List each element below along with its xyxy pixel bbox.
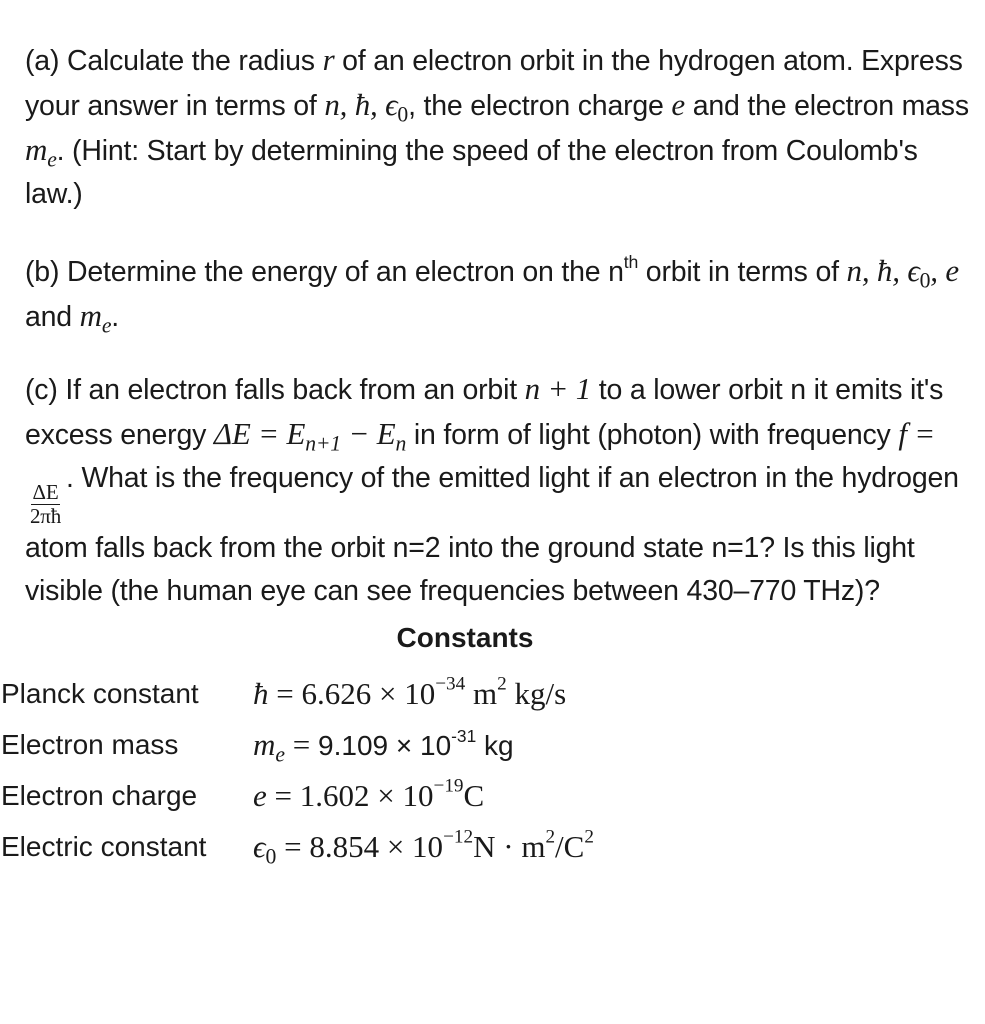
constant-unit: m [465,675,498,711]
var-e: e [671,87,685,122]
part-b-vars-main: n, ħ, ϵ [846,253,920,288]
constant-exponent: −12 [443,826,474,848]
part-b-vars-e: , e [930,253,959,288]
constant-symbol-sub: e [275,742,286,766]
part-c-question [25,367,970,613]
constant-value [253,725,514,766]
part-b-th-superscript: th [623,251,639,272]
constants-table [1,668,594,872]
constant-value [253,775,485,814]
constant-unit: N · m [473,828,546,864]
constant-unit: C [463,777,485,813]
constant-unit-tail: kg/s [506,675,567,711]
fraction-numerator: ΔE [32,479,59,504]
part-b-text-4: . [111,301,120,333]
part-a-text-5: . (Hint: Start by determining the speed of the electron from Coulomb's law.) [25,135,918,210]
constant-unit-mid: /C [555,828,585,864]
constants-title: Constants [396,622,534,653]
delta-e-formula [213,416,407,456]
var-me-main: m [25,132,48,167]
part-a-text-3: , the electron charge [408,90,672,122]
constant-row-planck [1,668,594,719]
constant-number: 9.109 × 10 [318,729,452,761]
part-b-text-3: and [25,301,80,333]
part-b-text-2: orbit in terms of [638,256,847,288]
constant-label: Electron charge [1,779,198,811]
part-c-text-1: (c) If an electron falls back from an orbit [25,374,525,406]
constant-number-group [318,725,514,761]
constant-unit: kg [476,729,514,761]
part-a-vars [324,87,409,127]
constant-equals: = [285,726,319,762]
var-me-sub: e [47,147,57,172]
var-r: r [322,42,335,77]
constant-symbol: ħ [253,675,269,711]
constant-exponent: −19 [433,775,464,797]
part-c-text-4: . What is the frequency of the emitted light if an electron in the hydrogen atom falls back from the orbit n=2 into the ground state n=1? Is this light visible (the human eye can see frequencies between 430–770 THz)? [25,462,959,607]
constant-symbol-main: ϵ [253,828,266,864]
constant-number: = 6.626 × 10 [268,675,436,711]
part-c-text-3: in form of light (photon) with frequency [406,419,899,451]
delta-e-sub-2: n [395,431,407,456]
constant-symbol [253,726,286,766]
delta-e-sub-1: n+1 [305,431,341,456]
part-a-question [25,38,970,216]
part-a-vars-sub: 0 [397,102,409,127]
constant-number: = 8.854 × 10 [276,828,444,864]
delta-e-mid: − E [340,416,396,451]
constant-symbol-sub: 0 [265,844,277,868]
problem-document [25,38,970,613]
part-b-vars [846,253,959,293]
part-b-text-1: (b) Determine the energy of an electron on the n [25,256,624,288]
constant-label: Planck constant [1,677,199,709]
constant-row-electric-constant [1,821,594,872]
constant-exponent: −34 [435,673,466,695]
constant-unit-exponent-2: 2 [584,826,594,848]
part-a-vars-main: n, ħ, ϵ [324,87,398,122]
frequency-lhs: f = [898,416,936,451]
constant-label: Electric constant [1,830,207,862]
fraction-denominator: 2πħ [30,503,62,528]
part-a-text-1: (a) Calculate the radius [25,45,323,77]
part-b-question [25,249,970,339]
constant-row-electron-mass [1,719,594,770]
constant-row-electron-charge [1,770,594,821]
part-b-vars-sub: 0 [919,268,931,293]
constant-value [253,673,567,712]
var-me [25,132,57,172]
constant-unit-exponent: 2 [545,826,556,848]
constant-label: Electron mass [1,728,179,760]
constant-symbol-main: m [253,726,276,762]
constant-value [253,826,594,868]
delta-e-lhs: ΔE = E [213,416,306,451]
part-b-var-me [79,298,112,338]
part-b-var-me-main: m [79,298,102,333]
constant-exponent: -31 [451,725,477,746]
orbit-expression: n + 1 [524,371,592,406]
part-a-text-4: and the electron mass [684,90,969,122]
constant-unit-exponent: 2 [497,673,507,695]
frequency-fraction [28,479,63,528]
part-b-var-me-sub: e [101,313,112,338]
part-c-text-2: to a lower orbit n it emits it's excess energy [25,374,944,451]
part-a-text-2: of an electron orbit in the hydrogen atom. Express your answer in terms of [25,45,963,122]
constant-symbol [253,828,277,868]
constant-number: = 1.602 × 10 [266,777,434,813]
constant-symbol: e [253,777,267,813]
